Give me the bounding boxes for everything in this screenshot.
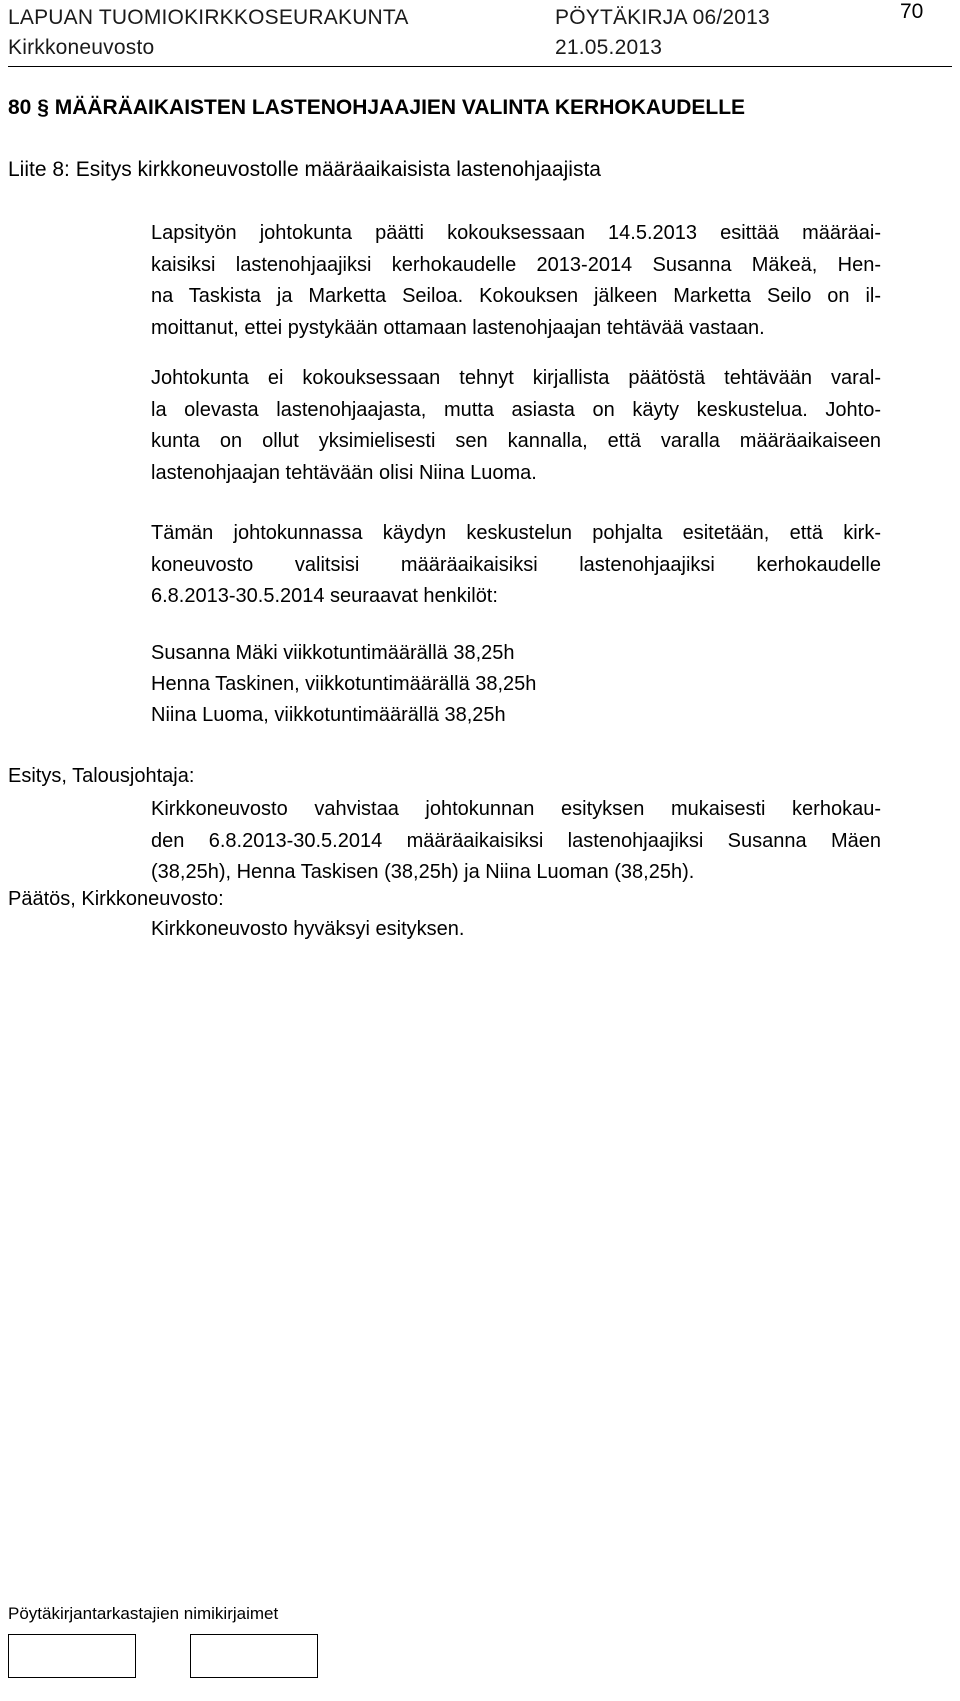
decision-text: Kirkkoneuvosto hyväksyi esityksen.	[151, 918, 465, 940]
meeting-body: Kirkkoneuvosto	[8, 36, 155, 59]
paragraph-proposal-intro	[151, 518, 881, 613]
paragraph-line: Tämän johtokunnassa käydyn keskustelun pohjalta esitetään, että kirk-	[151, 522, 881, 544]
paragraph-line: 6.8.2013-30.5.2014 seuraavat henkilöt:	[151, 585, 498, 607]
person-list-item: Susanna Mäki viikkotuntimäärällä 38,25h	[151, 642, 515, 664]
paragraph-line: (38,25h), Henna Taskisen (38,25h) ja Niina Luoman (38,25h).	[151, 861, 695, 883]
person-list-item: Henna Taskinen, viikkotuntimäärällä 38,25h	[151, 673, 537, 695]
section-symbol: §	[37, 96, 49, 119]
paragraph-line: na Taskista ja Marketta Seiloa. Kokouksen jälkeen Marketta Seilo on il-	[151, 285, 881, 307]
paragraph-line: moittanut, ettei pystykään ottamaan lastenohjaajan tehtävää vastaan.	[151, 316, 765, 339]
paragraph-line: kunta on ollut yksimielisesti sen kannalla, että varalla määräaikaiseen	[151, 430, 881, 452]
page-number: 70	[900, 0, 924, 23]
paragraph-line: Lapsityön johtokunta päätti kokouksessaan 14.5.2013 esittää määräai-	[151, 222, 881, 244]
section-heading	[8, 96, 745, 120]
initials-box[interactable]	[8, 1634, 136, 1678]
header-divider	[8, 66, 952, 67]
attachment-note: Liite 8: Esitys kirkkoneuvostolle määräaikaisista lastenohjaajista	[8, 158, 601, 181]
paragraph-line: la olevasta lastenohjaajasta, mutta asiasta on käyty keskustelua. Johto-	[151, 398, 881, 421]
document-number: PÖYTÄKIRJA 06/2013	[555, 6, 770, 29]
paragraph-reserve	[151, 363, 881, 489]
section-number: 80	[8, 96, 32, 119]
proposal-label: Esitys, Talousjohtaja:	[8, 765, 195, 787]
footer-initials-label: Pöytäkirjantarkastajien nimikirjaimet	[8, 1604, 279, 1623]
decision-label: Päätös, Kirkkoneuvosto:	[8, 888, 224, 910]
organization-name: LAPUAN TUOMIOKIRKKOSEURAKUNTA	[8, 6, 409, 29]
meeting-date: 21.05.2013	[555, 36, 663, 59]
paragraph-line: koneuvosto valitsisi määräaikaisiksi lastenohjaajiksi kerhokaudelle	[151, 553, 881, 576]
section-title: MÄÄRÄAIKAISTEN LASTENOHJAAJIEN VALINTA KERHOKAUDELLE	[54, 96, 746, 119]
initials-box[interactable]	[190, 1634, 318, 1678]
paragraph-background	[151, 218, 881, 344]
paragraph-line: kaisiksi lastenohjaajiksi kerhokaudelle 2013-2014 Susanna Mäkeä, Hen-	[151, 253, 881, 276]
paragraph-line: lastenohjaajan tehtävään olisi Niina Luoma.	[151, 461, 537, 484]
paragraph-line: den 6.8.2013-30.5.2014 määräaikaisiksi lastenohjaajiksi Susanna Mäen	[151, 829, 881, 852]
paragraph-line: Kirkkoneuvosto vahvistaa johtokunnan esityksen mukaisesti kerhokau-	[151, 798, 881, 820]
paragraph-line: Johtokunta ei kokouksessaan tehnyt kirjallista päätöstä tehtävään varal-	[151, 367, 881, 389]
person-list-item: Niina Luoma, viikkotuntimäärällä 38,25h	[151, 704, 506, 726]
proposal-text	[151, 794, 881, 889]
